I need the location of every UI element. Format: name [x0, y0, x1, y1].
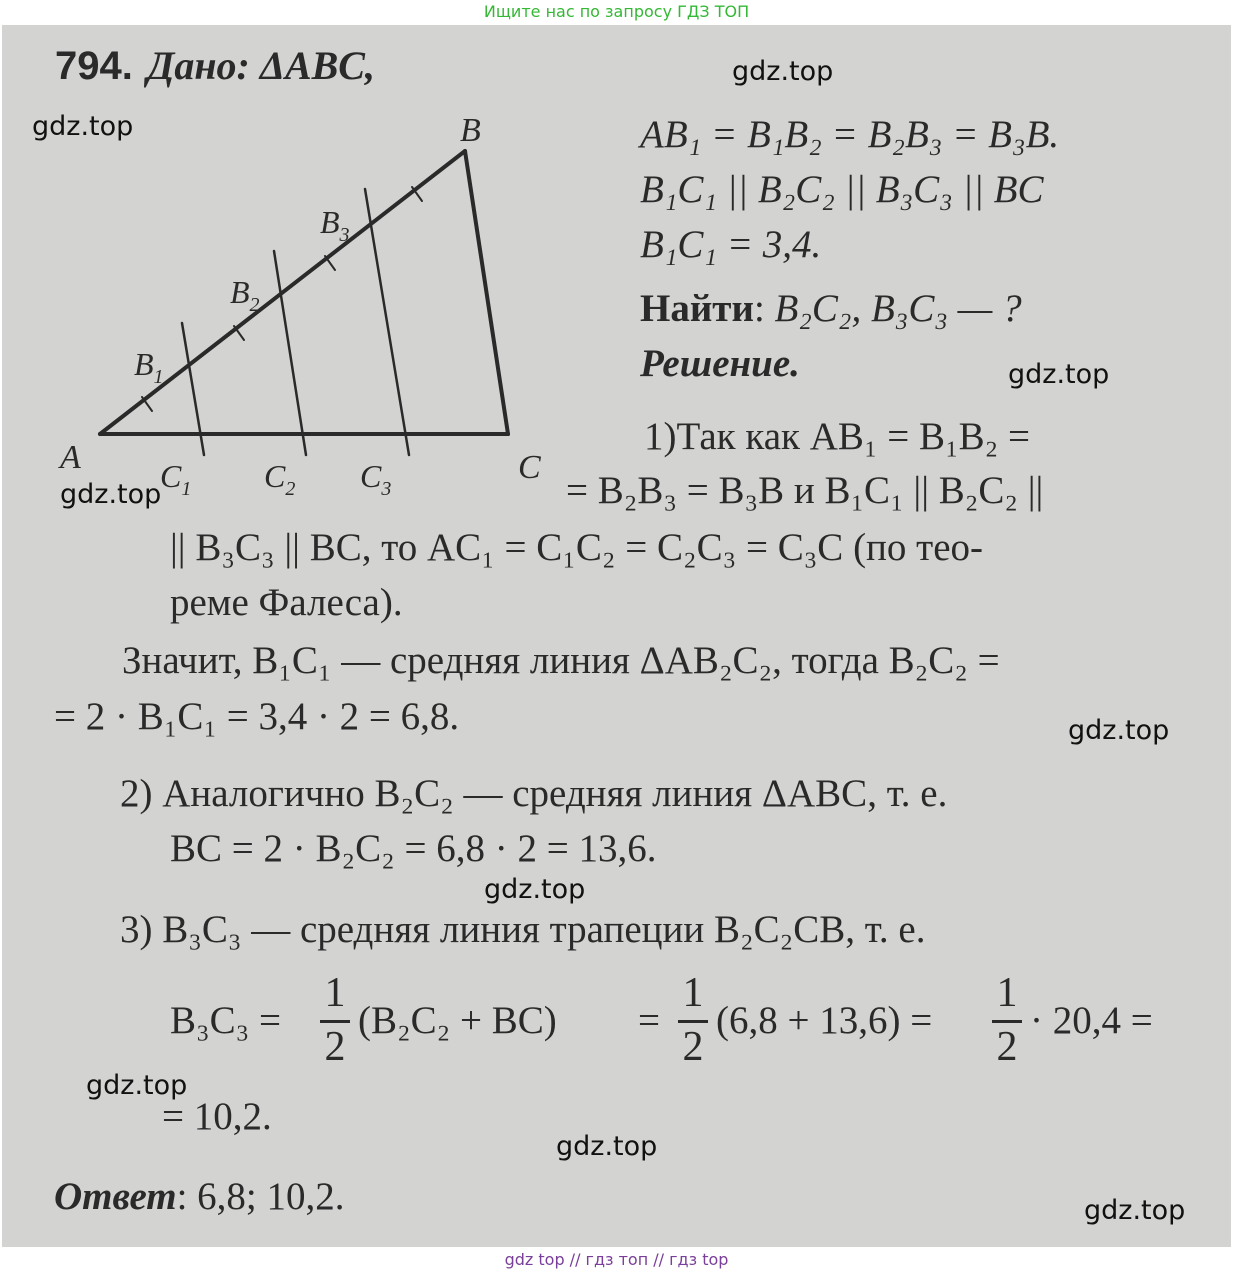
step3-formula-b: (B₂C₂ + BC): [358, 999, 557, 1042]
step3-formula-e: · 20,4 =: [1030, 999, 1153, 1042]
top-banner[interactable]: Ищите нас по запросу ГДЗ ТОП: [483, 2, 750, 21]
watermark: gdz.top: [32, 111, 134, 142]
given-line-1: AB₁ = B₁B₂ = B₂B₃ = B₃B.: [640, 113, 1060, 156]
frac2-den: 2: [682, 1024, 704, 1070]
step3-formula-a: B₃C₃ =: [170, 999, 281, 1042]
step1-line6: = 2 · B₁C₁ = 3,4 · 2 = 6,8.: [54, 695, 460, 738]
label-a: A: [60, 439, 81, 476]
step3-formula-c: =: [638, 999, 660, 1042]
watermark: gdz.top: [86, 1070, 188, 1101]
step3-formula-d: (6,8 + 13,6) =: [716, 999, 933, 1042]
label-b2: $B_2$: [230, 274, 260, 316]
side-bc: [465, 151, 508, 434]
triangle-diagram: [42, 105, 562, 505]
frac1-num: 1: [324, 970, 346, 1016]
step1-line2: = B₂B₃ = B₃B и B₁C₁ || B₂C₂ ||: [566, 469, 1044, 512]
step3-line1: 3) B₃C₃ — средняя линия трапеции B₂C₂CB, т. е.: [120, 908, 926, 951]
watermark: gdz.top: [1008, 359, 1110, 390]
label-b1: $B_1$: [134, 346, 164, 388]
watermark: gdz.top: [60, 479, 162, 510]
side-ab: [100, 151, 465, 434]
watermark: gdz.top: [732, 56, 834, 87]
step1-line1: 1)Так как AB₁ = B₁B₂ =: [644, 415, 1030, 458]
step1-line4: реме Фалеса).: [170, 581, 403, 624]
watermark: gdz.top: [1084, 1195, 1186, 1226]
given-line-2: B₁C₁ || B₂C₂ || B₃C₃ || BC: [640, 168, 1044, 211]
frac1-den: 2: [324, 1024, 346, 1070]
label-c: C: [518, 449, 541, 486]
step3-result: = 10,2.: [162, 1095, 272, 1138]
find-line: Найти: B₂C₂, B₃C₃ — ?: [640, 287, 1022, 330]
frac3-num: 1: [996, 970, 1018, 1016]
frac2-num: 1: [682, 970, 704, 1016]
frac3-den: 2: [996, 1024, 1018, 1070]
label-c3: $C_3$: [360, 458, 392, 500]
label-c2: $C_2$: [264, 458, 296, 500]
textbook-page: [2, 25, 1231, 1247]
given-label: Дано: ΔABC,: [147, 43, 375, 88]
label-b3: $B_3$: [320, 204, 350, 246]
solution-label: Решение.: [640, 342, 800, 385]
segment-b3c3: [365, 189, 409, 455]
footer-links[interactable]: gdz top // гдз топ // гдз top: [504, 1250, 729, 1269]
problem-number: 794.: [55, 44, 133, 88]
step2-line2: BC = 2 · B₂C₂ = 6,8 · 2 = 13,6.: [170, 827, 657, 870]
watermark: gdz.top: [1068, 715, 1170, 746]
label-c1: $C_1$: [160, 458, 192, 500]
label-b: B: [460, 112, 481, 149]
step1-line5: Значит, B₁C₁ — средняя линия ΔAB₂C₂, тогда B₂C₂ =: [122, 639, 1000, 682]
segment-b2c2: [274, 251, 306, 455]
step1-line3: || B₃C₃ || BC, то AC₁ = C₁C₂ = C₂C₃ = C₃C (по тео-: [170, 526, 984, 569]
watermark: gdz.top: [484, 874, 586, 905]
step2-line1: 2) Аналогично B₂C₂ — средняя линия ΔABC, т. е.: [120, 772, 948, 815]
given-line-3: B₁C₁ = 3,4.: [640, 223, 822, 266]
answer-line: Ответ: 6,8; 10,2.: [54, 1175, 345, 1218]
watermark: gdz.top: [556, 1131, 658, 1162]
